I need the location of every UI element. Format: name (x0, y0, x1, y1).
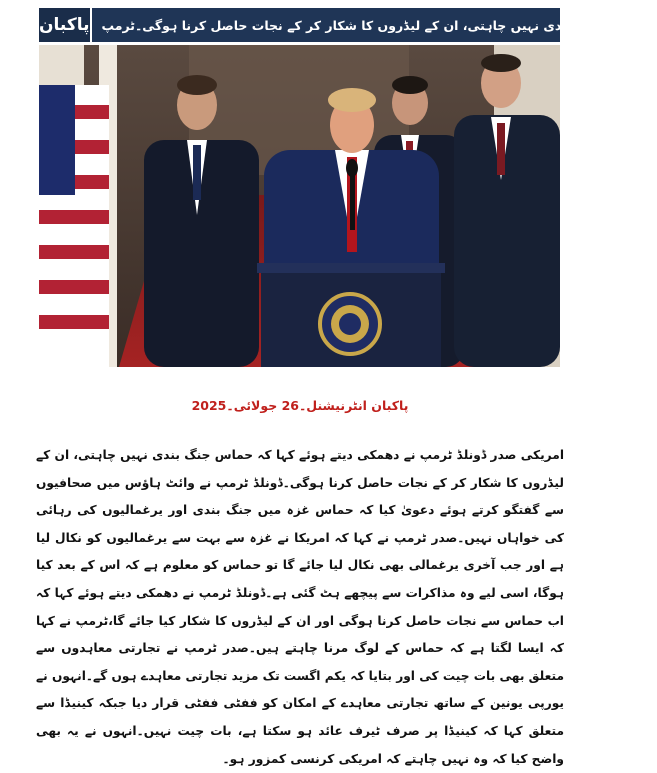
headline: حماس جنگ بندی نہیں چاہتی، ان کے لیڈروں کا شکار کر کے نجات حاصل کرنا ہوگی۔ٹرمپ (101, 17, 647, 33)
us-flag (39, 85, 109, 367)
podium (257, 263, 445, 367)
article-body: امریکی صدر ڈونلڈ ٹرمپ نے دھمکی دیتے ہوئے کہا کہ حماس جنگ بندی نہیں چاہتی، ان کے لیڈروں کا شکار کر کے نجات حاصل کرنا ہوگی۔ڈونلڈ ٹرمپ نے وائٹ ہاؤس میں صحافیوں سے گفتگو کرتے ہوئے دعویٰ کیا کہ حماس غزہ میں جنگ بندی اور یرغمالیوں کی رہائی کی خواہاں نہیں۔صدر ٹرمپ نے کہا کہ امریکا نے غزہ سے بہت سے یرغمالیوں کو نکال لیا ہے اور جب آخری یرغمالی بھی نکال لیا جائے گا تو حماس کو معلوم ہے کہ اس کے بعد کیا ہوگا، اسی لیے وہ مذاکرات سے پیچھے ہٹ گئی ہے۔ڈونلڈ ٹرمپ نے دھمکی دیتے ہوئے کہا کہ اب حماس سے نجات حاصل کرنا ہوگی اور ان کے لیڈروں کا شکار کیا جائے گا،ٹرمپ نے کہا کہ ایسا لگتا ہے کہ حماس کے لوگ مرنا چاہتے ہیں۔صدر ٹرمپ نے تجارتی معاہدوں سے متعلق بھی بات چیت کی اور بتایا کہ یکم اگست تک مزید تجارتی معاہدے ہوں گے۔انہوں نے یورپی یونین کے ساتھ تجارتی معاہدے کے امکان کو ففٹی ففٹی قرار دیا جبکہ کینیڈا سے متعلق کہا کہ کینیڈا پر صرف ٹیرف عائد ہو سکتا ہے، بات چیت نہیں۔انہوں نے یہ بھی واضح کیا کہ وہ نہیں چاہتے کہ امریکی کرنسی کمزور ہو۔ (36, 448, 564, 766)
dateline: پاکبان انٹرنیشنل۔26 جولائی۔2025 (191, 398, 409, 413)
header-bar (39, 8, 647, 42)
site-logo[interactable]: پاکبان (39, 8, 92, 42)
news-photo (39, 45, 560, 367)
